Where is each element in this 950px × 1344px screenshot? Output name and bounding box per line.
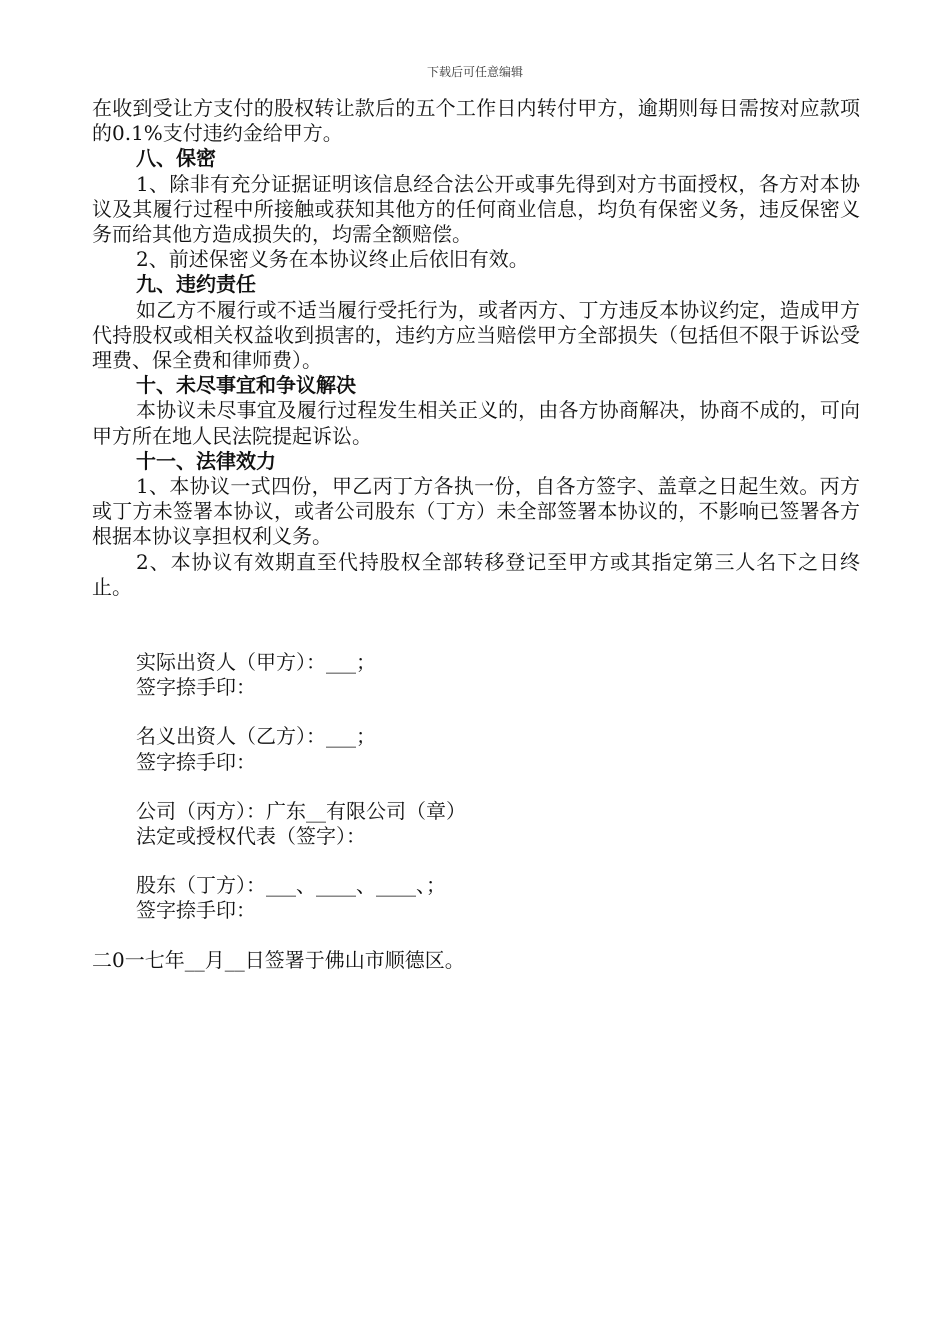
party-a-sign-line: 签字捺手印：: [136, 675, 256, 700]
spacer: [92, 600, 860, 650]
signature-block: [92, 650, 860, 924]
section-9-clause: 如乙方不履行或不适当履行受托行为，或者丙方、丁方违反本协议约定，造成甲方代持股权或相关权益收到损害的，违约方应当赔偿甲方全部损失（包括但不限于诉讼受理费、保全费和律师费）。: [92, 297, 860, 373]
section-11-clause-1: 1、本协议一式四份，甲乙丙丁方各执一份，自各方签字、盖章之日起生效。丙方或丁方未签署本协议，或者公司股东（丁方）未全部签署本协议的，不影响已签署各方根据本协议享担权利义务。: [92, 474, 860, 549]
paragraph-continuation: 在收到受让方支付的股权转让款后的五个工作日内转付甲方，逾期则每日需按对应款项的0.1%支付违约金给甲方。: [92, 96, 860, 146]
party-c-line: 公司（丙方）：广东__有限公司（章）: [136, 798, 466, 823]
section-11-clause-2: 2、本协议有效期直至代持股权全部转移登记至甲方或其指定第三人名下之日终止。: [92, 549, 860, 599]
party-d-sign-line: 签字捺手印：: [136, 898, 256, 923]
party-a-line: 实际出资人（甲方）：___；: [136, 650, 376, 675]
signing-date-line: 二0一七年__月__日签署于佛山市顺德区。: [92, 947, 465, 972]
section-10-clause: 本协议未尽事宜及履行过程发生相关正义的，由各方协商解决，协商不成的，可向甲方所在地人民法院提起诉讼。: [92, 398, 860, 448]
section-8-clause-2: 2、前述保密义务在本协议终止后依旧有效。: [136, 247, 529, 272]
section-11-heading: 十一、法律效力: [136, 448, 276, 473]
document-page: [92, 96, 860, 973]
party-d-line: 股东（丁方）：___、____、____、；: [136, 873, 446, 898]
section-10-heading: 十、未尽事宜和争议解决: [136, 373, 356, 398]
section-8-clause-1: 1、除非有充分证据证明该信息经合法公开或事先得到对方书面授权，各方对本协议及其履行过程中所接触或获知其他方的任何商业信息，均负有保密义务，违反保密义务而给其他方造成损失的，均需全额赔偿。: [92, 171, 860, 247]
page-header-note: 下载后可任意编辑: [426, 65, 523, 79]
party-b-sign-line: 签字捺手印：: [136, 749, 256, 774]
section-9-heading: 九、违约责任: [136, 272, 256, 297]
party-c-rep-line: 法定或授权代表（签字）：: [136, 824, 366, 849]
section-8-heading: 八、保密: [136, 146, 216, 171]
party-b-line: 名义出资人（乙方）：___；: [136, 724, 376, 749]
